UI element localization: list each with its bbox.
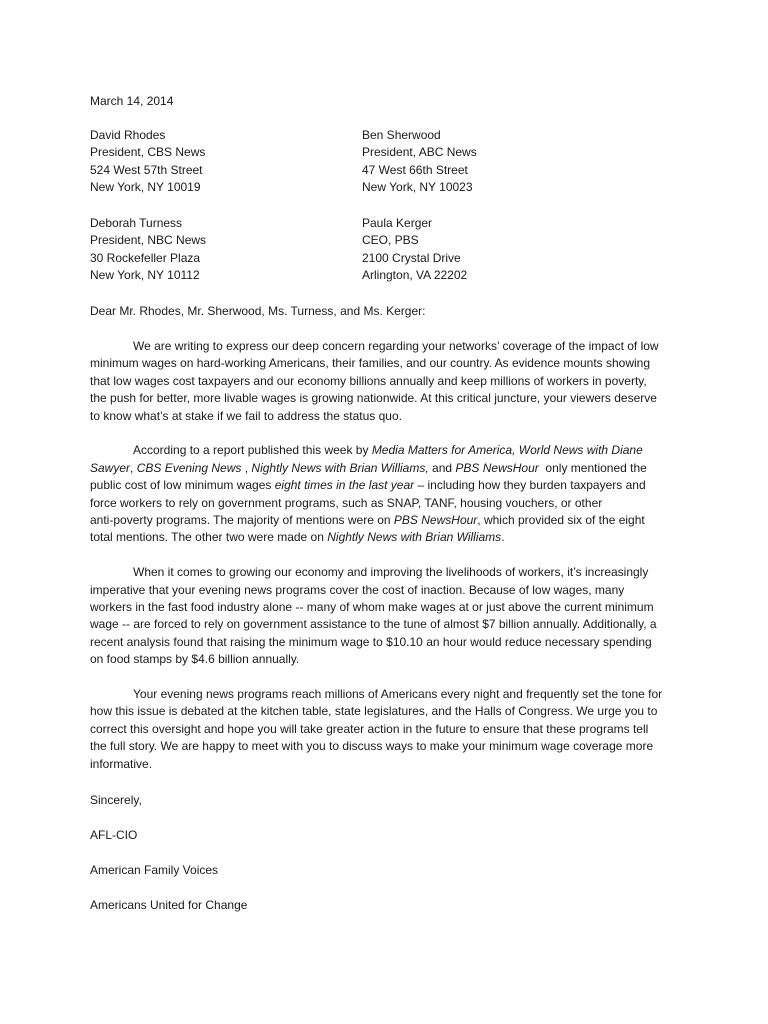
italic-run: CBS Evening News — [136, 460, 242, 475]
paragraph-line: on food stamps by $4.6 billion annually. — [90, 652, 300, 667]
text-run: , — [241, 460, 252, 475]
paragraph-line: informative. — [90, 756, 153, 771]
recipient-address-3 — [90, 215, 206, 285]
recipient-title: President, ABC News — [362, 145, 477, 160]
recipient-title: President, CBS News — [90, 145, 206, 160]
recipient-city: Arlington, VA 22202 — [362, 268, 468, 283]
recipient-address-1 — [90, 127, 205, 197]
italic-run: Nightly News with Brian Williams — [327, 530, 502, 545]
paragraph-4 — [90, 686, 690, 773]
paragraph-line — [90, 529, 690, 546]
closing-phrase: Sincerely, — [90, 793, 142, 807]
recipient-name: Ben Sherwood — [362, 128, 441, 142]
paragraph-line: minimum wages on hard-working Americans, their families, and our country. As evidence mounts showing — [90, 356, 651, 371]
recipient-city: New York, NY 10019 — [90, 180, 201, 195]
paragraph-line: When it comes to growing our economy and improving the livelihoods of workers, it’s increasingly — [133, 565, 649, 580]
text-run: , which provided six of the eight — [477, 513, 645, 528]
paragraph-1 — [90, 338, 690, 425]
paragraph-line: wage -- are forced to rely on government assistance to the tune of almost $7 billion annually. Additionally, a — [90, 617, 657, 632]
paragraph-line: workers in the fast food industry alone -- many of whom make wages at or just above the current minimum — [90, 600, 654, 615]
text-run: only mentioned the — [538, 460, 647, 475]
paragraph-line: recent analysis found that raising the minimum wage to $10.10 an hour would reduce necessary spending — [90, 634, 652, 649]
text-run: According to a report published this week by — [133, 443, 372, 458]
italic-run: Nightly News with Brian Williams, — [251, 460, 429, 475]
recipient-city: New York, NY 10023 — [362, 180, 473, 195]
paragraph-line: force workers to rely on government programs, such as SNAP, TANF, housing vouchers, or other — [90, 495, 603, 510]
text-run: anti-poverty programs. The majority of mentions were on — [90, 513, 394, 528]
signatory: AFL-CIO — [90, 828, 138, 842]
text-run: and — [428, 460, 456, 475]
paragraph-line: the full story. We are happy to meet with you to discuss ways to make your minimum wage coverage more — [90, 739, 654, 754]
italic-run: Sawyer — [90, 460, 131, 475]
recipient-title: President, NBC News — [90, 233, 207, 248]
paragraph-line: Your evening news programs reach millions of Americans every night and frequently set the tone for — [133, 687, 663, 702]
text-run: total mentions. The other two were made on — [90, 530, 328, 545]
paragraph-line: imperative that your evening news programs cover the cost of inaction. Because of low wages, many — [90, 582, 625, 597]
recipient-title: CEO, PBS — [362, 233, 419, 248]
recipient-name: Paula Kerger — [362, 216, 433, 230]
letter-body — [90, 338, 690, 791]
closing-block — [90, 792, 247, 932]
recipient-street: 2100 Crystal Drive — [362, 250, 461, 265]
recipient-street: 524 West 57th Street — [90, 162, 203, 177]
letter-date: March 14, 2014 — [90, 94, 174, 108]
paragraph-line: We are writing to express our deep concern regarding your networks’ coverage of the impact of low — [133, 339, 659, 353]
paragraph-line: the push for better, more livable wages is growing nationwide. At this critical juncture, your viewers deserve — [90, 391, 657, 406]
italic-run: PBS NewsHour — [455, 460, 539, 475]
italic-run: PBS NewsHour — [393, 513, 478, 528]
signatory: Americans United for Change — [90, 898, 248, 912]
recipient-address-2 — [362, 127, 477, 197]
paragraph-line — [90, 442, 690, 459]
text-run: . — [501, 530, 505, 545]
paragraph-3 — [90, 564, 690, 668]
paragraph-line — [90, 477, 690, 494]
paragraph-line — [90, 512, 690, 529]
recipient-name: Deborah Turness — [90, 216, 183, 230]
italic-run: eight times in the last year — [274, 478, 415, 493]
signatory: American Family Voices — [90, 863, 219, 877]
recipient-name: David Rhodes — [90, 128, 166, 142]
paragraph-line: how this issue is debated at the kitchen table, state legislatures, and the Halls of Congress. We urge you to — [90, 704, 658, 719]
paragraph-line: to know what’s at stake if we fail to address the status quo. — [90, 408, 402, 423]
paragraph-line: correct this oversight and hope you will take greater action in the future to ensure that these programs tell — [90, 721, 649, 736]
paragraph-line: that low wages cost taxpayers and our economy billions annually and keep millions of workers in poverty, — [90, 373, 647, 388]
paragraph-2 — [90, 442, 690, 546]
salutation: Dear Mr. Rhodes, Mr. Sherwood, Ms. Turness, and Ms. Kerger: — [90, 304, 426, 318]
paragraph-line — [90, 460, 690, 477]
text-run: , — [130, 460, 137, 475]
recipient-address-4 — [362, 215, 467, 285]
recipient-city: New York, NY 10112 — [90, 268, 200, 283]
recipient-street: 47 West 66th Street — [362, 162, 468, 177]
text-run: public cost of low minimum wages — [90, 478, 275, 493]
text-run: – including how they burden taxpayers and — [414, 478, 646, 493]
recipient-street: 30 Rockefeller Plaza — [90, 250, 201, 265]
italic-run: Media Matters for America, World News with Diane — [371, 443, 643, 458]
